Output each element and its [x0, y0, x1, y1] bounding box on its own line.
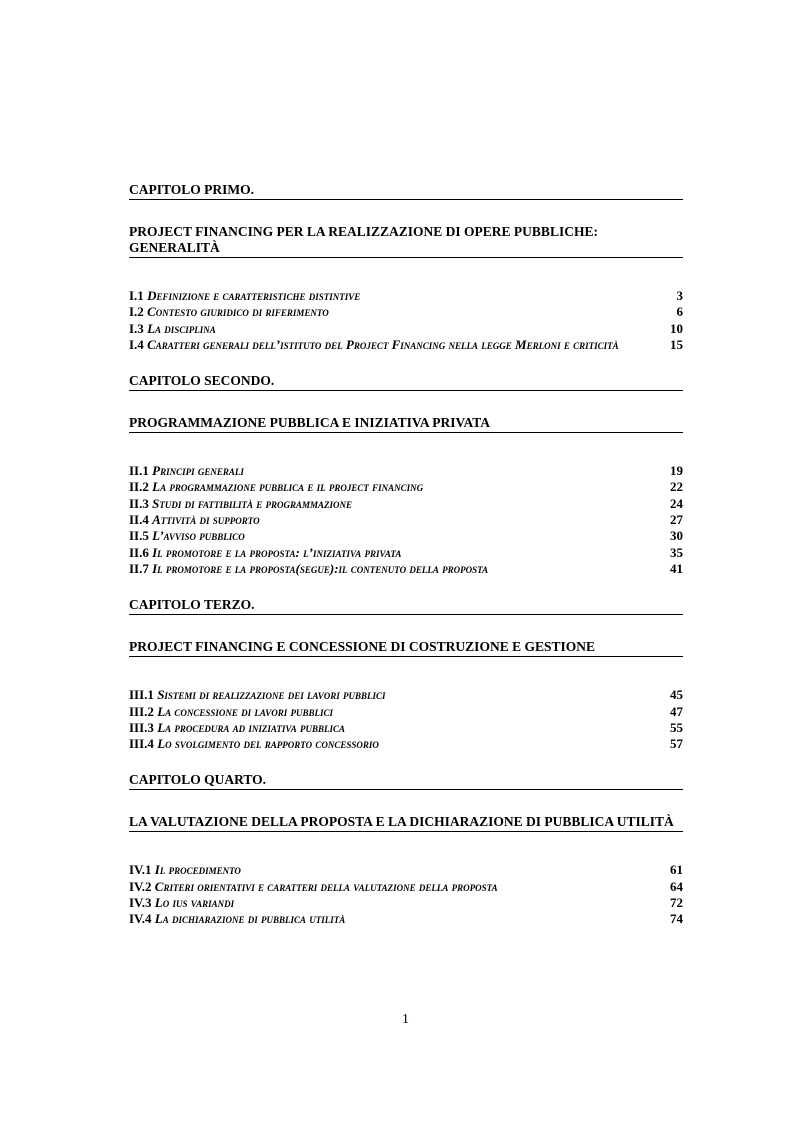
entry-page: 30: [670, 528, 683, 544]
toc-entry: [129, 528, 683, 544]
table-of-contents: [129, 182, 683, 948]
entry-title: Caratteri generali dell’istituto del Project Financing nella legge Merloni e criticità: [147, 336, 619, 352]
entry-title: Definizione e caratteristiche distintive: [147, 288, 361, 303]
entry-page: 22: [670, 479, 683, 495]
toc-entry: [129, 862, 683, 878]
entry-number: I.2: [129, 304, 144, 320]
toc-entry: [129, 479, 683, 495]
toc-entry: [129, 720, 683, 736]
toc-entry: [129, 463, 683, 479]
entry-number: III.3: [129, 719, 154, 735]
chapter-title: PROJECT FINANCING E CONCESSIONE DI COSTRUZIONE E GESTIONE: [129, 639, 683, 657]
entry-title: La concessione di lavori pubblici: [157, 703, 334, 719]
entry-page: 55: [670, 719, 683, 735]
toc-entry: [129, 687, 683, 703]
entry-page: 61: [670, 862, 683, 878]
entry-page: 41: [670, 560, 683, 576]
chapter-heading: CAPITOLO TERZO.: [129, 597, 683, 615]
toc-entry: [129, 304, 683, 320]
entry-number: I.3: [129, 320, 144, 336]
entry-title: La disciplina: [147, 320, 216, 336]
chapter-title: LA VALUTAZIONE DELLA PROPOSTA E LA DICHIARAZIONE DI PUBBLICA UTILITÀ: [129, 814, 683, 832]
toc-entry: [129, 496, 683, 512]
entry-page: 64: [670, 878, 683, 894]
chapter-heading: CAPITOLO SECONDO.: [129, 373, 683, 391]
entry-title: Lo svolgimento del rapporto concessorio: [157, 736, 379, 752]
entry-page: 6: [676, 304, 683, 320]
entry-title: Il procedimento: [154, 862, 241, 878]
entry-number: III.1: [129, 687, 154, 703]
page-number: 1: [402, 1012, 409, 1027]
entry-title: Contesto giuridico di riferimento: [147, 304, 329, 320]
entry-title: Il promotore e la proposta(segue):il contenuto della proposta: [152, 560, 489, 576]
entry-number: II.3: [129, 495, 149, 511]
entry-list: [129, 288, 683, 353]
entry-page: 57: [670, 736, 683, 752]
chapter-title: PROGRAMMAZIONE PUBBLICA E INIZIATIVA PRIVATA: [129, 415, 683, 433]
toc-entry: [129, 561, 683, 577]
entry-number: II.7: [129, 560, 149, 576]
entry-title: La programmazione pubblica e il project financing: [152, 479, 424, 495]
entry-list: [129, 687, 683, 752]
entry-page: 15: [670, 336, 683, 352]
chapter-title: PROJECT FINANCING PER LA REALIZZAZIONE DI OPERE PUBBLICHE: GENERALITÀ: [129, 224, 683, 258]
entry-page: 74: [670, 911, 683, 927]
toc-entry: [129, 321, 683, 337]
entry-title: L’avviso pubblico: [152, 528, 245, 544]
entry-number: II.4: [129, 512, 149, 528]
entry-number: IV.4: [129, 911, 152, 927]
toc-entry: [129, 879, 683, 895]
entry-number: III.4: [129, 736, 154, 752]
entry-page: 24: [670, 495, 683, 511]
entry-title: Lo ius variandi: [154, 895, 235, 911]
entry-title: Studi di fattibilità e programmazione: [152, 495, 353, 511]
entry-title: Sistemi di realizzazione dei lavori pubblici: [157, 687, 386, 703]
entry-number: I.4: [129, 336, 144, 352]
entry-title: Attività di supporto: [152, 512, 260, 528]
entry-list: [129, 463, 683, 577]
entry-page: 47: [670, 703, 683, 719]
entry-page: 19: [670, 463, 683, 479]
entry-number: IV.3: [129, 895, 152, 911]
chapter-heading: CAPITOLO QUARTO.: [129, 772, 683, 790]
toc-entry: [129, 704, 683, 720]
toc-entry: [129, 545, 683, 561]
entry-number: IV.1: [129, 862, 152, 878]
entry-number: II.2: [129, 479, 149, 495]
toc-entry: [129, 911, 683, 927]
toc-entry: [129, 512, 683, 528]
toc-entry: [129, 895, 683, 911]
toc-entry: [129, 736, 683, 752]
entry-number: IV.2: [129, 878, 152, 894]
entry-number: II.1: [129, 463, 149, 479]
entry-number: II.5: [129, 528, 149, 544]
entry-title: La dichiarazione di pubblica utilità: [154, 911, 346, 927]
entry-list: [129, 862, 683, 927]
entry-title: Il promotore e la proposta: l’iniziativa privata: [152, 544, 402, 560]
entry-page: 72: [670, 895, 683, 911]
entry-number: II.6: [129, 544, 149, 560]
entry-number: III.2: [129, 703, 154, 719]
chapter-heading: CAPITOLO PRIMO.: [129, 182, 683, 200]
toc-entry: [129, 288, 683, 304]
entry-title: La procedura ad iniziativa pubblica: [157, 719, 346, 735]
entry-number: I.1: [129, 288, 144, 303]
entry-page: 3: [676, 288, 683, 303]
entry-page: 27: [670, 512, 683, 528]
entry-page: 35: [670, 544, 683, 560]
entry-page: 45: [670, 687, 683, 703]
entry-title: Criteri orientativi e caratteri della valutazione della proposta: [154, 878, 498, 894]
entry-title: Principi generali: [152, 463, 244, 479]
entry-page: 10: [670, 320, 683, 336]
toc-entry: [129, 337, 683, 353]
